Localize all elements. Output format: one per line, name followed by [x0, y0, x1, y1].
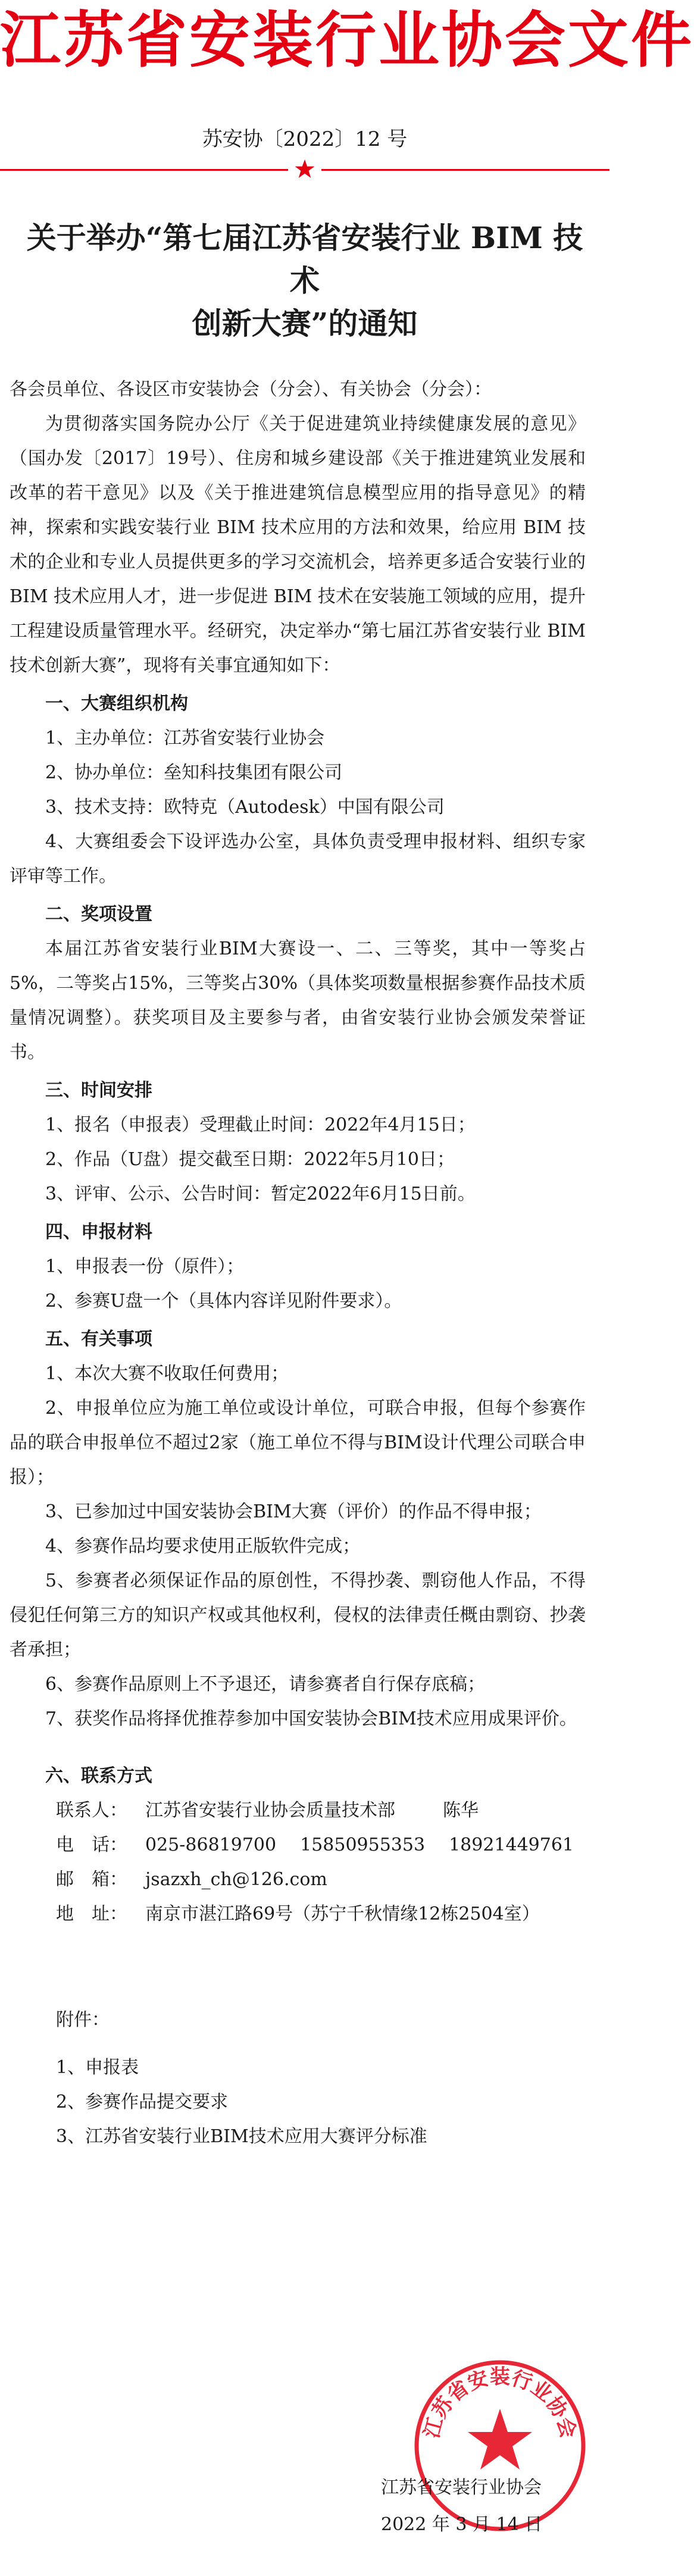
- salutation: 各会员单位、各设区市安装协会（分会）、有关协会（分会）：: [10, 379, 492, 400]
- signature-block: [381, 2469, 542, 2543]
- contact-address-line: [10, 1897, 586, 1932]
- red-divider: [0, 159, 609, 180]
- svg-text:江苏省安装行业协会: 江苏省安装行业协会: [420, 2365, 580, 2441]
- list-item: 2、作品（U盘）提交截至日期：2022年5月10日；: [45, 1149, 455, 1170]
- list-item: 2、参赛U盘一个（具体内容详见附件要求）。: [45, 1291, 402, 1312]
- list-item: 7、获奖作品将择优推荐参加中国安装协会BIM技术应用成果评价。: [45, 1708, 577, 1729]
- list-item: 2、申报单位应为施工单位或设计单位，可联合申报，但每个参赛作品的联合申报单位不超过2家（施工单位不得与BIM设计代理公司联合申报）；: [10, 1398, 586, 1488]
- document-title: [24, 217, 586, 345]
- list-item: 6、参赛作品原则上不予退还，请参赛者自行保存底稿；: [45, 1674, 486, 1695]
- contact-email-line: [10, 1863, 586, 1897]
- section-heading-materials: 四、申报材料: [45, 1222, 152, 1242]
- list-item: 5、参赛者必须保证作品的原创性，不得抄袭、剽窃他人作品，不得侵犯任何第三方的知识产权或其他权利，侵权的法律责任概由剽窃、抄袭者承担；: [10, 1570, 586, 1660]
- contact-person-label: 联系人：: [56, 1800, 127, 1821]
- red-divider-left: [0, 169, 288, 171]
- section-heading-contact: 六、联系方式: [45, 1766, 152, 1786]
- list-item: 3、评审、公示、公告时间：暂定2022年6月15日前。: [45, 1184, 476, 1204]
- contact-phone-label: 电 话：: [56, 1835, 127, 1855]
- contact-person-line: [10, 1794, 586, 1828]
- intro-paragraph: 为贯彻落实国务院办公厅《关于促进建筑业持续健康发展的意见》（国办发〔2017〕19号）、住房和城乡建设部《关于推进建筑业发展和改革的若干意见》以及《关于推进建筑信息模型应用的指导意见》的精神，探索和实践安装行业 BIM 技术应用的方法和效果，给应用 BIM 技术的企业和专业人员提供更多的学习交流机会，培养更多适合安装行业的 BIM 技术应用人才，进一步促进 BIM 技术在安装施工领域的应用，提升工程建设质量管理水平。经研究，决定举办“第七届江苏省安装行业 BIM 技术创新大赛”，现将有关事宜通知如下：: [10, 414, 586, 676]
- attachment-item: 1、申报表: [56, 2057, 139, 2078]
- attachment-item: 3、江苏省安装行业BIM技术应用大赛评分标准: [56, 2126, 427, 2147]
- list-item: 2、协办单位：垒知科技集团有限公司: [45, 762, 343, 783]
- document-body: [0, 373, 609, 2154]
- list-item: 4、大赛组委会下设评选办公室，具体负责受理申报材料、组织专家评审等工作。: [10, 831, 586, 887]
- contact-address-label: 地 址：: [56, 1904, 127, 1924]
- list-item: 1、报名（申报表）受理截止时间：2022年4月15日；: [45, 1115, 476, 1135]
- attachments: [10, 2003, 586, 2154]
- attachments-title: 附件：: [56, 2010, 110, 2030]
- document-number: 苏安协〔2022〕12 号: [202, 127, 408, 151]
- attachment-item: 2、参赛作品提交要求: [56, 2092, 229, 2112]
- contact-email-label: 邮 箱：: [56, 1869, 127, 1890]
- list-item: 3、已参加过中国安装协会BIM大赛（评价）的作品不得申报；: [45, 1501, 542, 1522]
- contact-person-org: 江苏省安装行业协会质量技术部: [145, 1800, 395, 1821]
- signature-org: 江苏省安装行业协会: [381, 2477, 542, 2498]
- document-title-line-1: 关于举办“第七届江苏省安装行业 BIM 技术: [26, 220, 583, 298]
- contact-address: 南京市湛江路69号（苏宁千秋情缘12栋2504室）: [145, 1904, 540, 1924]
- list-item: 4、参赛作品均要求使用正版软件完成；: [45, 1536, 361, 1557]
- signature-date: 2022 年 3 月 14 日: [381, 2514, 543, 2535]
- red-divider-right: [321, 169, 609, 171]
- section-heading-notes: 五、有关事项: [45, 1329, 152, 1350]
- contact-phone-line: [10, 1828, 586, 1863]
- list-item: 1、申报表一份（原件）；: [45, 1256, 245, 1277]
- section-heading-organization: 一、大赛组织机构: [45, 693, 188, 714]
- section-heading-schedule: 三、时间安排: [45, 1080, 152, 1101]
- document-org-title: 江苏省安装行业协会文件: [0, 5, 694, 76]
- contact-email: jsazxh_ch@126.com: [145, 1869, 327, 1890]
- contact-phone-1: 025-86819700: [145, 1835, 277, 1855]
- list-item: 1、主办单位：江苏省安装行业协会: [45, 728, 325, 749]
- list-item: 3、技术支持：欧特克（Autodesk）中国有限公司: [45, 797, 445, 818]
- section-heading-awards: 二、奖项设置: [45, 904, 152, 925]
- contact-phone-2: 15850955353: [300, 1835, 426, 1855]
- awards-paragraph: 本届江苏省安装行业BIM大赛设一、二、三等奖，其中一等奖占5%，二等奖占15%，三等奖占30%（具体奖项数量根据参赛作品技术质量情况调整）。获奖项目及主要参与者，由省安装行业协会颁发荣誉证书。: [10, 938, 586, 1063]
- contact-phone-3: 18921449761: [449, 1835, 574, 1855]
- document-title-line-2: 创新大赛”的通知: [192, 306, 418, 341]
- contact-person-name: 陈华: [443, 1800, 479, 1821]
- list-item: 1、本次大赛不收取任何费用；: [45, 1363, 289, 1384]
- red-star-icon: [294, 158, 315, 180]
